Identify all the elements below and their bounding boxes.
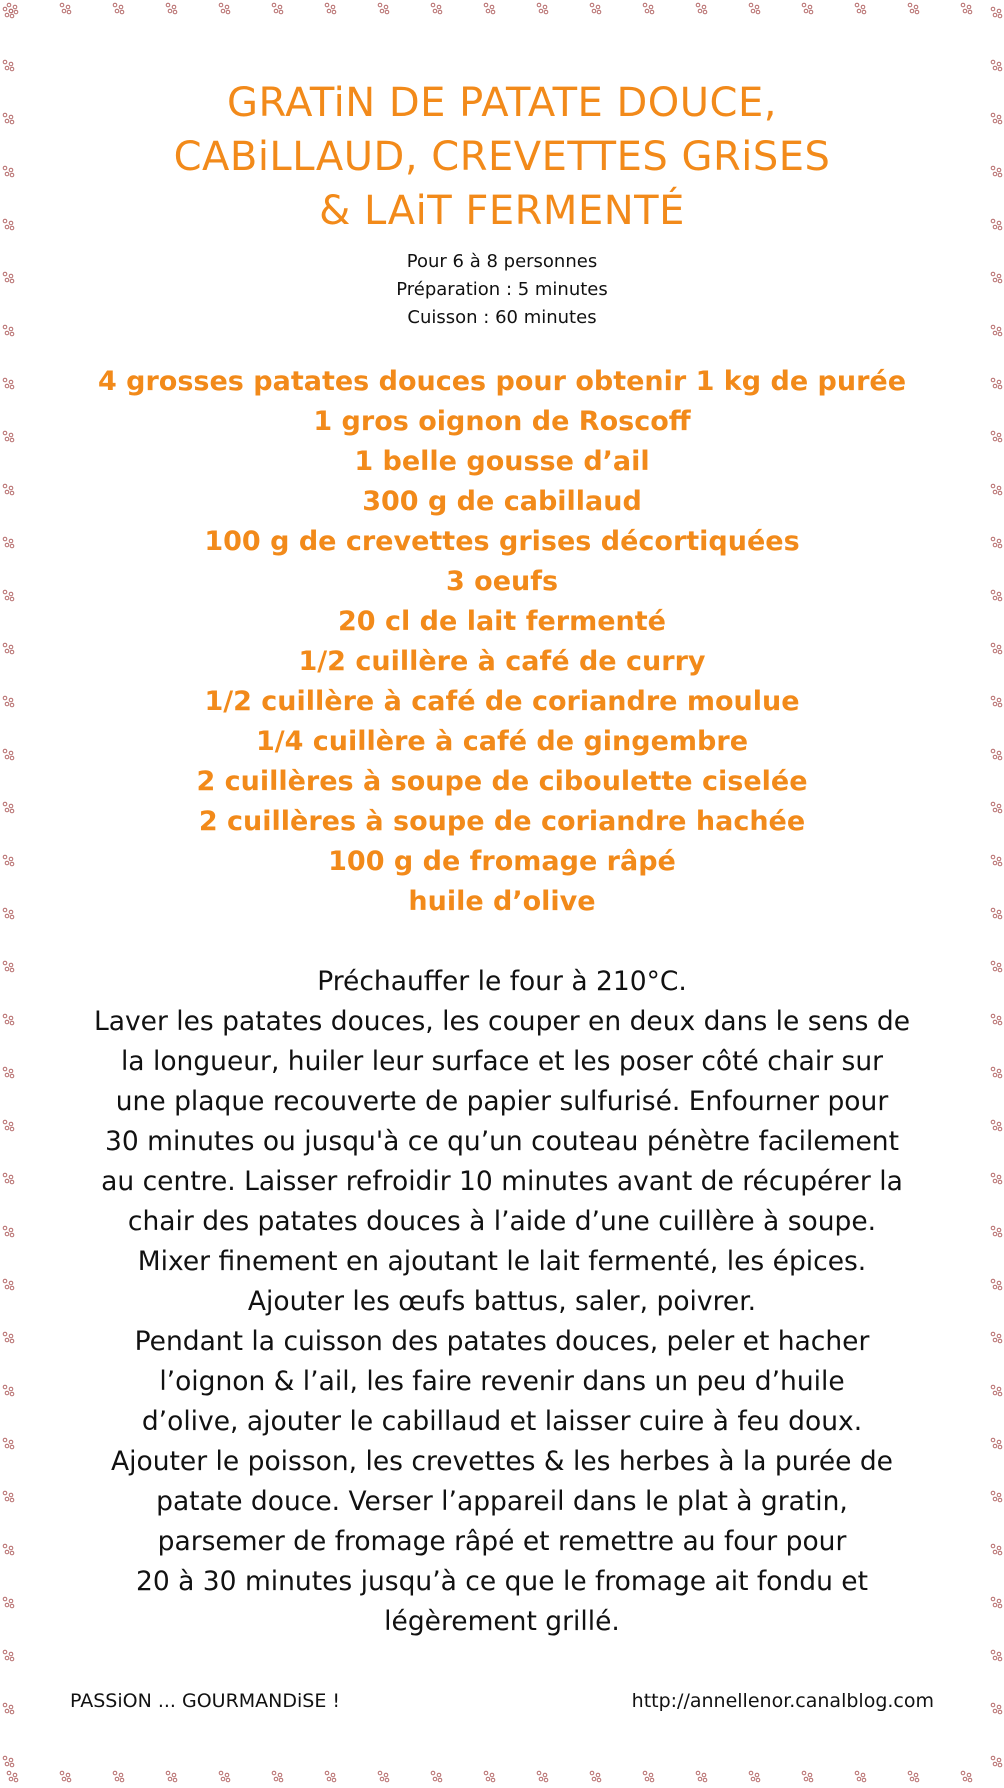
recipe-instructions [40, 962, 964, 1642]
ingredient-item: 2 cuillères à soupe de coriandre hachée [198, 806, 806, 837]
flower-dot-icon [991, 1491, 1002, 1502]
ingredient-item: 100 g de fromage râpé [328, 846, 676, 877]
decorative-border-bottom [0, 1768, 1004, 1784]
flower-dot-icon [3, 855, 14, 866]
ingredient-item: 2 cuillères à soupe de ciboulette ciselée [196, 766, 808, 797]
flower-dot-icon [0, 0, 16, 1784]
flower-dot-icon [3, 113, 14, 124]
ingredient-list [40, 362, 964, 922]
flower-dot-icon [749, 1771, 760, 1782]
flower-dot-icon [991, 1597, 1002, 1608]
flower-dot-icon [272, 1771, 283, 1782]
flower-dot-icon [7, 3, 18, 14]
flower-dot-icon [3, 537, 14, 548]
ingredient-item: 1/4 cuillère à café de gingembre [255, 726, 749, 757]
flower-dot-icon [991, 696, 1002, 707]
flower-dot-icon [696, 1771, 707, 1782]
flower-dot-icon [3, 1385, 14, 1396]
recipe-title [40, 76, 964, 238]
flower-dot-icon [991, 431, 1002, 442]
instruction-line: au centre. Laisser refroidir 10 minutes avant de récupérer la [101, 1166, 903, 1197]
footer-url[interactable]: http://annellenor.canalblog.com [631, 1690, 934, 1712]
flower-dot-icon [431, 1771, 442, 1782]
flower-dot-icon [3, 908, 14, 919]
flower-dot-icon [3, 1438, 14, 1449]
instruction-line: Laver les patates douces, les couper en deux dans le sens de [93, 1006, 911, 1037]
flower-dot-icon [7, 1771, 18, 1782]
flower-dot-icon [991, 1279, 1002, 1290]
flower-dot-icon [3, 60, 14, 71]
flower-dot-icon [961, 3, 972, 14]
flower-dot-icon [991, 1385, 1002, 1396]
flower-dot-icon [991, 643, 1002, 654]
flower-dot-icon [3, 325, 14, 336]
title-line: CABiLLAUD, CREVETTES GRiSES [173, 134, 831, 180]
flower-dot-icon [3, 961, 14, 972]
flower-dot-icon [3, 1332, 14, 1343]
ingredient-item: 1 gros oignon de Roscoff [313, 406, 691, 437]
flower-dot-icon [60, 1771, 71, 1782]
instruction-line: patate douce. Verser l’appareil dans le plat à gratin, [156, 1486, 848, 1517]
flower-dot-icon [991, 802, 1002, 813]
flower-dot-icon [991, 113, 1002, 124]
flower-dot-icon [991, 1544, 1002, 1555]
flower-dot-icon [3, 166, 14, 177]
instruction-line: Mixer finement en ajoutant le lait fermenté, les épices. [137, 1246, 867, 1277]
flower-dot-icon [855, 1771, 866, 1782]
flower-dot-icon [166, 1771, 177, 1782]
flower-dot-icon [378, 3, 389, 14]
footer-tagline: PASSiON ... GOURMANDiSE ! [70, 1690, 341, 1712]
flower-dot-icon [991, 1226, 1002, 1237]
instruction-line: parsemer de fromage râpé et remettre au four pour [157, 1526, 847, 1557]
prep-time-text: Préparation : 5 minutes [396, 279, 608, 300]
flower-dot-icon [3, 1650, 14, 1661]
flower-dot-icon [3, 1173, 14, 1184]
flower-dot-icon [325, 3, 336, 14]
flower-dot-icon [0, 1768, 1004, 1784]
decorative-border-left [0, 0, 16, 1784]
flower-dot-icon [908, 3, 919, 14]
flower-dot-icon [991, 166, 1002, 177]
instruction-line: l’oignon & l’ail, les faire revenir dans un peu d’huile [159, 1366, 845, 1397]
decorative-border-top [0, 0, 1004, 16]
flower-dot-icon [991, 1067, 1002, 1078]
instruction-line: 30 minutes ou jusqu'à ce qu’un couteau pénètre facilement [104, 1126, 899, 1157]
flower-dot-icon [3, 484, 14, 495]
flower-dot-icon [961, 1771, 972, 1782]
instruction-line: 20 à 30 minutes jusqu’à ce que le fromage ait fondu et [136, 1566, 868, 1597]
flower-dot-icon [3, 1597, 14, 1608]
flower-dot-icon [991, 272, 1002, 283]
flower-dot-icon [537, 3, 548, 14]
flower-dot-icon [3, 431, 14, 442]
flower-dot-icon [802, 3, 813, 14]
ingredient-item: 300 g de cabillaud [362, 486, 642, 517]
ingredient-item: 4 grosses patates douces pour obtenir 1 kg de purée [97, 366, 907, 397]
ingredient-item: 20 cl de lait fermenté [338, 606, 666, 637]
decorative-border-right [988, 0, 1004, 1784]
flower-dot-icon [991, 590, 1002, 601]
flower-dot-icon [3, 1226, 14, 1237]
flower-dot-icon [991, 1120, 1002, 1131]
flower-dot-icon [3, 1067, 14, 1078]
flower-dot-icon [272, 3, 283, 14]
flower-dot-icon [3, 1279, 14, 1290]
instruction-line: Ajouter les œufs battus, saler, poivrer. [247, 1286, 757, 1317]
flower-dot-icon [991, 961, 1002, 972]
flower-dot-icon [113, 1771, 124, 1782]
instruction-line: Ajouter le poisson, les crevettes & les herbes à la purée de [111, 1446, 893, 1477]
flower-dot-icon [3, 802, 14, 813]
flower-dot-icon [3, 590, 14, 601]
flower-dot-icon [3, 643, 14, 654]
flower-dot-icon [3, 378, 14, 389]
flower-dot-icon [484, 3, 495, 14]
flower-dot-icon [3, 7, 14, 18]
flower-dot-icon [3, 272, 14, 283]
flower-dot-icon [991, 1650, 1002, 1661]
ingredient-item: huile d’olive [408, 886, 596, 917]
flower-dot-icon [0, 0, 1004, 16]
title-line: GRATiN DE PATATE DOUCE, [227, 80, 777, 126]
flower-dot-icon [3, 1756, 14, 1767]
flower-dot-icon [802, 1771, 813, 1782]
flower-dot-icon [60, 3, 71, 14]
flower-dot-icon [3, 1703, 14, 1714]
flower-dot-icon [113, 3, 124, 14]
ingredient-item: 1/2 cuillère à café de coriandre moulue [204, 686, 800, 717]
flower-dot-icon [3, 219, 14, 230]
flower-dot-icon [431, 3, 442, 14]
flower-dot-icon [991, 855, 1002, 866]
recipe-meta [40, 248, 964, 332]
flower-dot-icon [991, 1332, 1002, 1343]
flower-dot-icon [590, 1771, 601, 1782]
ingredient-item: 100 g de crevettes grises décortiquées [204, 526, 800, 557]
flower-dot-icon [3, 1120, 14, 1131]
flower-dot-icon [991, 1703, 1002, 1714]
title-line: & LAiT FERMENTÉ [319, 188, 685, 234]
flower-dot-icon [3, 1544, 14, 1555]
instruction-line: légèrement grillé. [384, 1606, 620, 1637]
recipe-card [40, 60, 964, 1720]
flower-dot-icon [643, 1771, 654, 1782]
flower-dot-icon [991, 484, 1002, 495]
flower-dot-icon [991, 1014, 1002, 1025]
flower-dot-icon [219, 1771, 230, 1782]
flower-dot-icon [3, 696, 14, 707]
flower-dot-icon [991, 7, 1002, 18]
flower-dot-icon [3, 1014, 14, 1025]
flower-dot-icon [219, 3, 230, 14]
flower-dot-icon [325, 1771, 336, 1782]
flower-dot-icon [378, 1771, 389, 1782]
instruction-line: Préchauffer le four à 210°C. [317, 966, 687, 997]
flower-dot-icon [991, 1173, 1002, 1184]
flower-dot-icon [991, 537, 1002, 548]
flower-dot-icon [988, 0, 1004, 1784]
flower-dot-icon [3, 749, 14, 760]
flower-dot-icon [166, 3, 177, 14]
instruction-line: chair des patates douces à l’aide d’une cuillère à soupe. [127, 1206, 877, 1237]
ingredient-item: 1/2 cuillère à café de curry [298, 646, 706, 677]
instruction-line: une plaque recouverte de papier sulfurisé. Enfourner pour [115, 1086, 889, 1117]
instruction-line: Pendant la cuisson des patates douces, peler et hacher [134, 1326, 870, 1357]
flower-dot-icon [991, 325, 1002, 336]
flower-dot-icon [991, 1438, 1002, 1449]
cook-time-text: Cuisson : 60 minutes [407, 307, 597, 328]
flower-dot-icon [991, 1756, 1002, 1767]
servings-text: Pour 6 à 8 personnes [406, 251, 598, 272]
flower-dot-icon [908, 1771, 919, 1782]
ingredient-item: 3 oeufs [445, 566, 559, 597]
flower-dot-icon [991, 219, 1002, 230]
flower-dot-icon [3, 1491, 14, 1502]
flower-dot-icon [991, 908, 1002, 919]
page-footer [70, 1690, 934, 1712]
flower-dot-icon [749, 3, 760, 14]
flower-dot-icon [696, 3, 707, 14]
flower-dot-icon [855, 3, 866, 14]
flower-dot-icon [991, 60, 1002, 71]
flower-dot-icon [537, 1771, 548, 1782]
flower-dot-icon [484, 1771, 495, 1782]
flower-dot-icon [991, 749, 1002, 760]
flower-dot-icon [643, 3, 654, 14]
instruction-line: la longueur, huiler leur surface et les poser côté chair sur [120, 1046, 884, 1077]
flower-dot-icon [991, 378, 1002, 389]
ingredient-item: 1 belle gousse d’ail [354, 446, 650, 477]
flower-dot-icon [590, 3, 601, 14]
instruction-line: d’olive, ajouter le cabillaud et laisser cuire à feu doux. [141, 1406, 863, 1437]
